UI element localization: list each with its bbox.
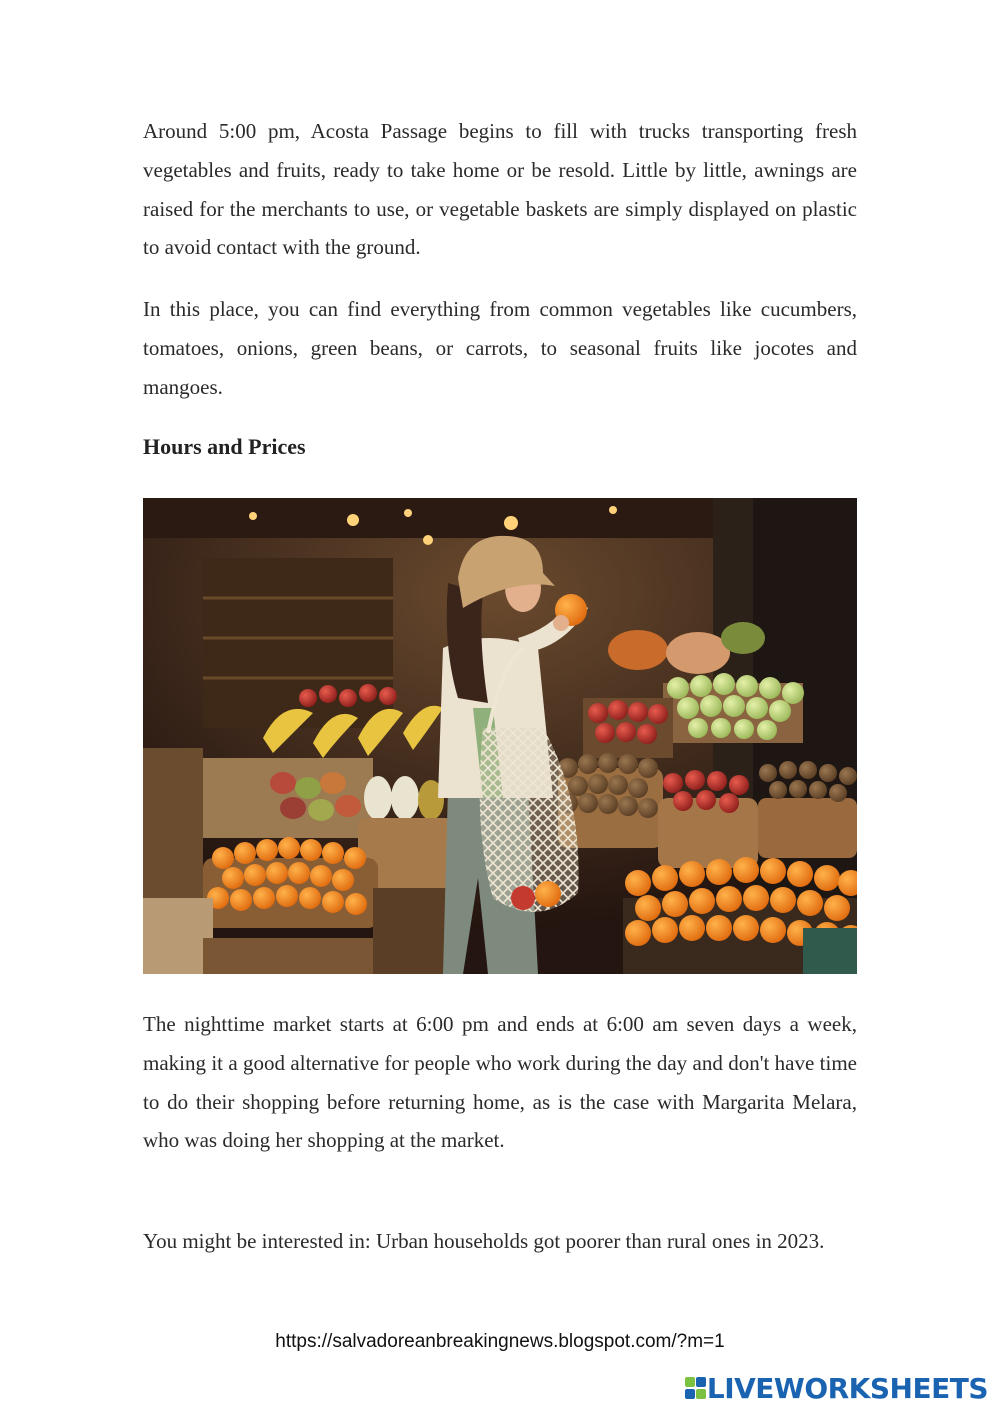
- source-url[interactable]: https://salvadoreanbreakingnews.blogspot.com/?m=1: [275, 1331, 725, 1352]
- section-heading: Hours and Prices: [143, 434, 306, 459]
- related-link[interactable]: You might be interested in: Urban households got poorer than rural ones in 2023.: [143, 1229, 825, 1253]
- liveworksheets-logo-icon: [685, 1375, 707, 1403]
- paragraph-hours: The nighttime market starts at 6:00 pm and ends at 6:00 am seven days a week, making it a good alternative for people who work during the day and don't have time to do their shopping before returning home, as is the case with Margarita Melara, who was doing her shopping at the market.: [143, 1012, 857, 1153]
- liveworksheets-logo: [685, 1372, 988, 1405]
- brand-name: LIVEWORKSHEETS: [706, 1372, 988, 1405]
- market-photo: [143, 498, 857, 974]
- paragraph-intro: Around 5:00 pm, Acosta Passage begins to fill with trucks transporting fresh vegetables and fruits, ready to take home or be resold. Little by little, awnings are raised for the merchants to use, or vegetable baskets are simply displayed on plastic to avoid contact with the ground.: [143, 119, 857, 260]
- paragraph-products: In this place, you can find everything from common vegetables like cucumbers, tomatoes, onions, green beans, or carrots, to seasonal fruits like jocotes and mangoes.: [143, 297, 857, 399]
